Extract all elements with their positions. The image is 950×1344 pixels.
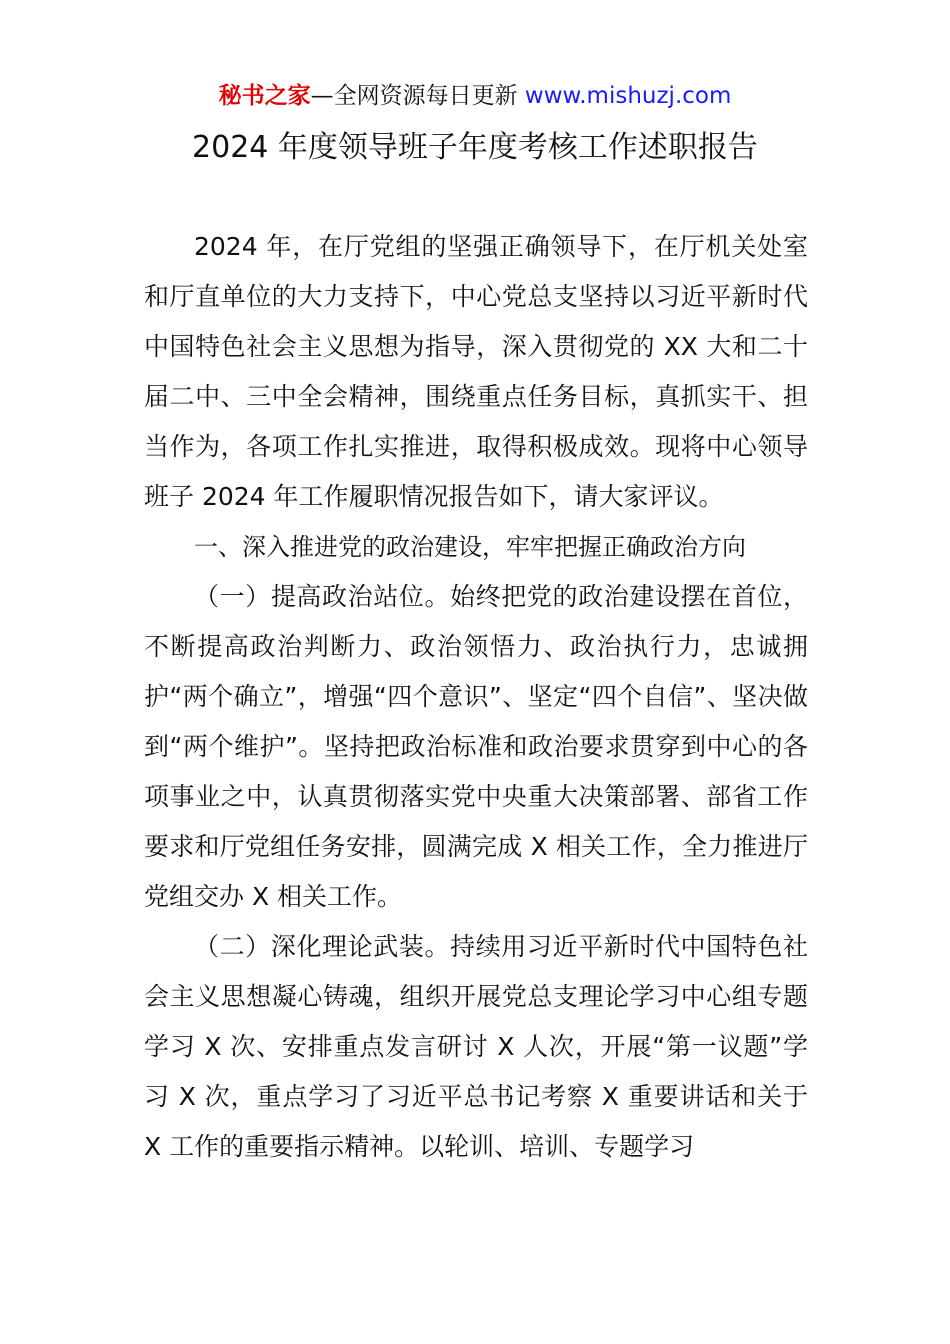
site-header [0,80,950,112]
intro-paragraph: 2024 年，在厅党组的坚强正确领导下，在厅机关处室和厅直单位的大力支持下，中心党总支坚持以习近平新时代中国特色社会主义思想为指导，深入贯彻党的 XX 大和二十届二中、三中全会精神，围绕重点任务目标，真抓实干、担当作为，各项工作扎实推进，取得积极成效。现将中心领导班子 2024 年工作履职情况报告如下，请大家评议。 [144,232,808,511]
paragraph-2: （二）深化理论武装。持续用习近平新时代中国特色社会主义思想凝心铸魂，组织开展党总支理论学习中心组专题学习 X 次、安排重点发言研讨 X 人次，开展“第一议题”学习 X 次，重点学习了习近平总书记考察 X 重要讲话和关于 X 工作的重要指示精神。以轮训、培训、专题学习 [144,932,808,1161]
site-tagline: —全网资源每日更新 [310,83,518,109]
document-title: 2024 年度领导班子年度考核工作述职报告 [192,130,758,165]
paragraph-1: （一）提高政治站位。始终把党的政治建设摆在首位，不断提高政治判断力、政治领悟力、政治执行力，忠诚拥护“两个确立”，增强“四个意识”、坚定“四个自信”、坚决做到“两个维护”。坚持把政治标准和政治要求贯穿到中心的各项事业之中，认真贯彻落实党中央重大决策部署、部省工作要求和厅党组任务安排，圆满完成 X 相关工作，全力推进厅党组交办 X 相关工作。 [144,582,808,911]
site-brand: 秘书之家 [218,83,311,109]
site-url-link[interactable]: www.mishuzj.com [524,83,732,109]
document-body [144,222,808,1172]
section-heading-1: 一、深入推进党的政治建设，牢牢把握正确政治方向 [194,533,746,561]
